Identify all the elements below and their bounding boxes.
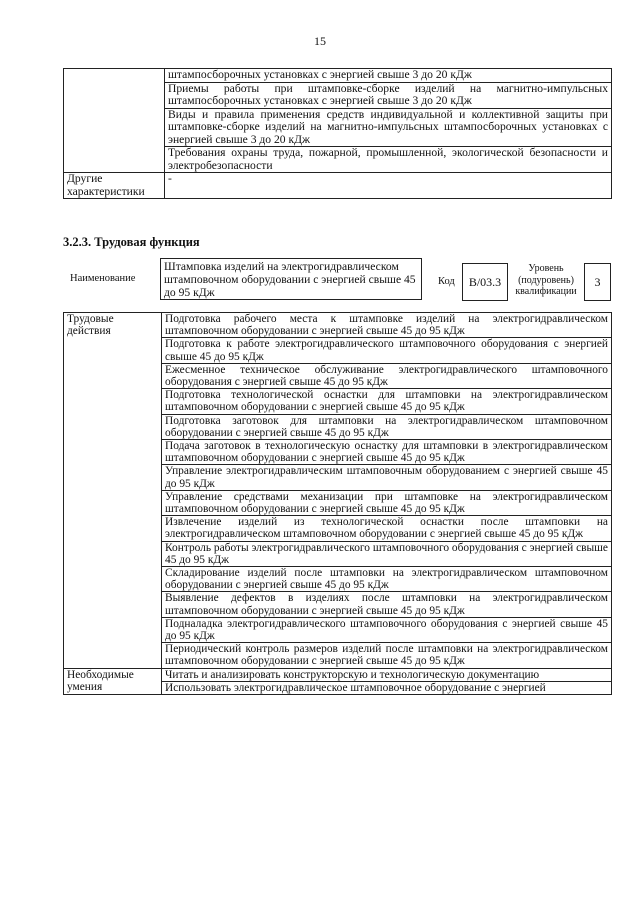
work-action-item: Выявление дефектов в изделиях после штамповки на электрогидравлическом штамповочном оборудовании с энергией свыше 45 до 95 кДж: [162, 592, 612, 617]
work-action-item: Контроль работы электрогидравлического штамповочного оборудования с энергией свыше 45 до 95 кДж: [162, 541, 612, 566]
work-actions-table: [63, 312, 612, 695]
work-action-item: Подналадка электрогидравлического штамповочного оборудования с энергией свыше 45 до 95 кДж: [162, 617, 612, 642]
code-box: B/03.3: [462, 263, 508, 301]
code-label: Код: [438, 276, 455, 287]
qualification-level-box: 3: [584, 263, 611, 301]
function-name-box: Штамповка изделий на электрогидравлическом штамповочном оборудовании с энергией свыше 45 до 95 кДж: [160, 258, 422, 300]
work-action-item: Подготовка к работе электрогидравлического штамповочного оборудования с энергией свыше 45 до 95 кДж: [162, 338, 612, 363]
work-action-item: Подготовка рабочего места к штамповке изделий на электрогидравлическом штамповочном оборудовании с энергией свыше 45 до 95 кДж: [162, 313, 612, 338]
other-characteristics-label: Другие характеристики: [64, 173, 165, 199]
section-heading: 3.2.3. Трудовая функция: [63, 235, 200, 249]
work-action-item: Подготовка заготовок для штамповки на электрогидравлическом штамповочном оборудовании с энергией свыше 45 до 95 кДж: [162, 414, 612, 439]
work-action-item: Извлечение изделий из технологической оснастки после штамповки на электрогидравлическом штамповочном оборудовании с энергией свыше 45 до 95 кДж: [162, 516, 612, 541]
work-action-item: Подача заготовок в технологическую оснастку для штамповки в электрогидравлическом штамповочном оборудовании с энергией свыше 45 до 95 кДж: [162, 440, 612, 465]
other-characteristics-value: -: [165, 173, 612, 199]
knowledge-item: Приемы работы при штамповке-сборке изделий на магнитно-импульсных штампосборочных установках с энергией свыше 3 до 20 кДж: [165, 82, 612, 108]
knowledge-table: [63, 68, 612, 199]
required-skill-item: Читать и анализировать конструкторскую и технологическую документацию: [162, 668, 612, 681]
qualification-level-label: Уровень (подуровень) квалификации: [515, 263, 577, 297]
knowledge-item: Виды и правила применения средств индивидуальной и коллективной защиты при штамповке-сборке изделий на магнитно-импульсных штампосборочных установках с энергией свыше 3 до 20 кДж: [165, 108, 612, 147]
work-action-item: Периодический контроль размеров изделий после штамповки на электрогидравлическом штамповочном оборудовании с энергией свыше 45 до 95 кДж: [162, 643, 612, 668]
work-action-item: Управление средствами механизации при штамповке на электрогидравлическом штамповочном оборудовании с энергией свыше 45 до 95 кДж: [162, 490, 612, 515]
page-number: 15: [314, 34, 326, 48]
knowledge-item: Требования охраны труда, пожарной, промышленной, экологической безопасности и электробезопасности: [165, 147, 612, 173]
row-label-cell: [64, 69, 165, 173]
required-skills-label: Необходимые умения: [64, 668, 162, 694]
table-row: [64, 69, 612, 83]
work-action-item: Подготовка технологической оснастки для штамповки на электрогидравлическом штамповочном оборудовании с энергией свыше 45 до 95 кДж: [162, 389, 612, 414]
name-label: Наименование: [70, 273, 136, 284]
work-actions-label: Трудовые действия: [64, 313, 162, 669]
knowledge-item: штампосборочных установках с энергией свыше 3 до 20 кДж: [165, 69, 612, 83]
required-skill-item: Использовать электрогидравлическое штамповочное оборудование с энергией: [162, 681, 612, 694]
table-row: [64, 668, 612, 681]
work-action-item: Складирование изделий после штамповки на электрогидравлическом штамповочном оборудовании с энергией свыше 45 до 95 кДж: [162, 567, 612, 592]
work-action-item: Ежесменное техническое обслуживание электрогидравлического штамповочного оборудования с энергией свыше 45 до 95 кДж: [162, 363, 612, 388]
table-row: [64, 173, 612, 199]
work-action-item: Управление электрогидравлическим штамповочным оборудованием с энергией свыше 45 до 95 кДж: [162, 465, 612, 490]
table-row: [64, 313, 612, 338]
